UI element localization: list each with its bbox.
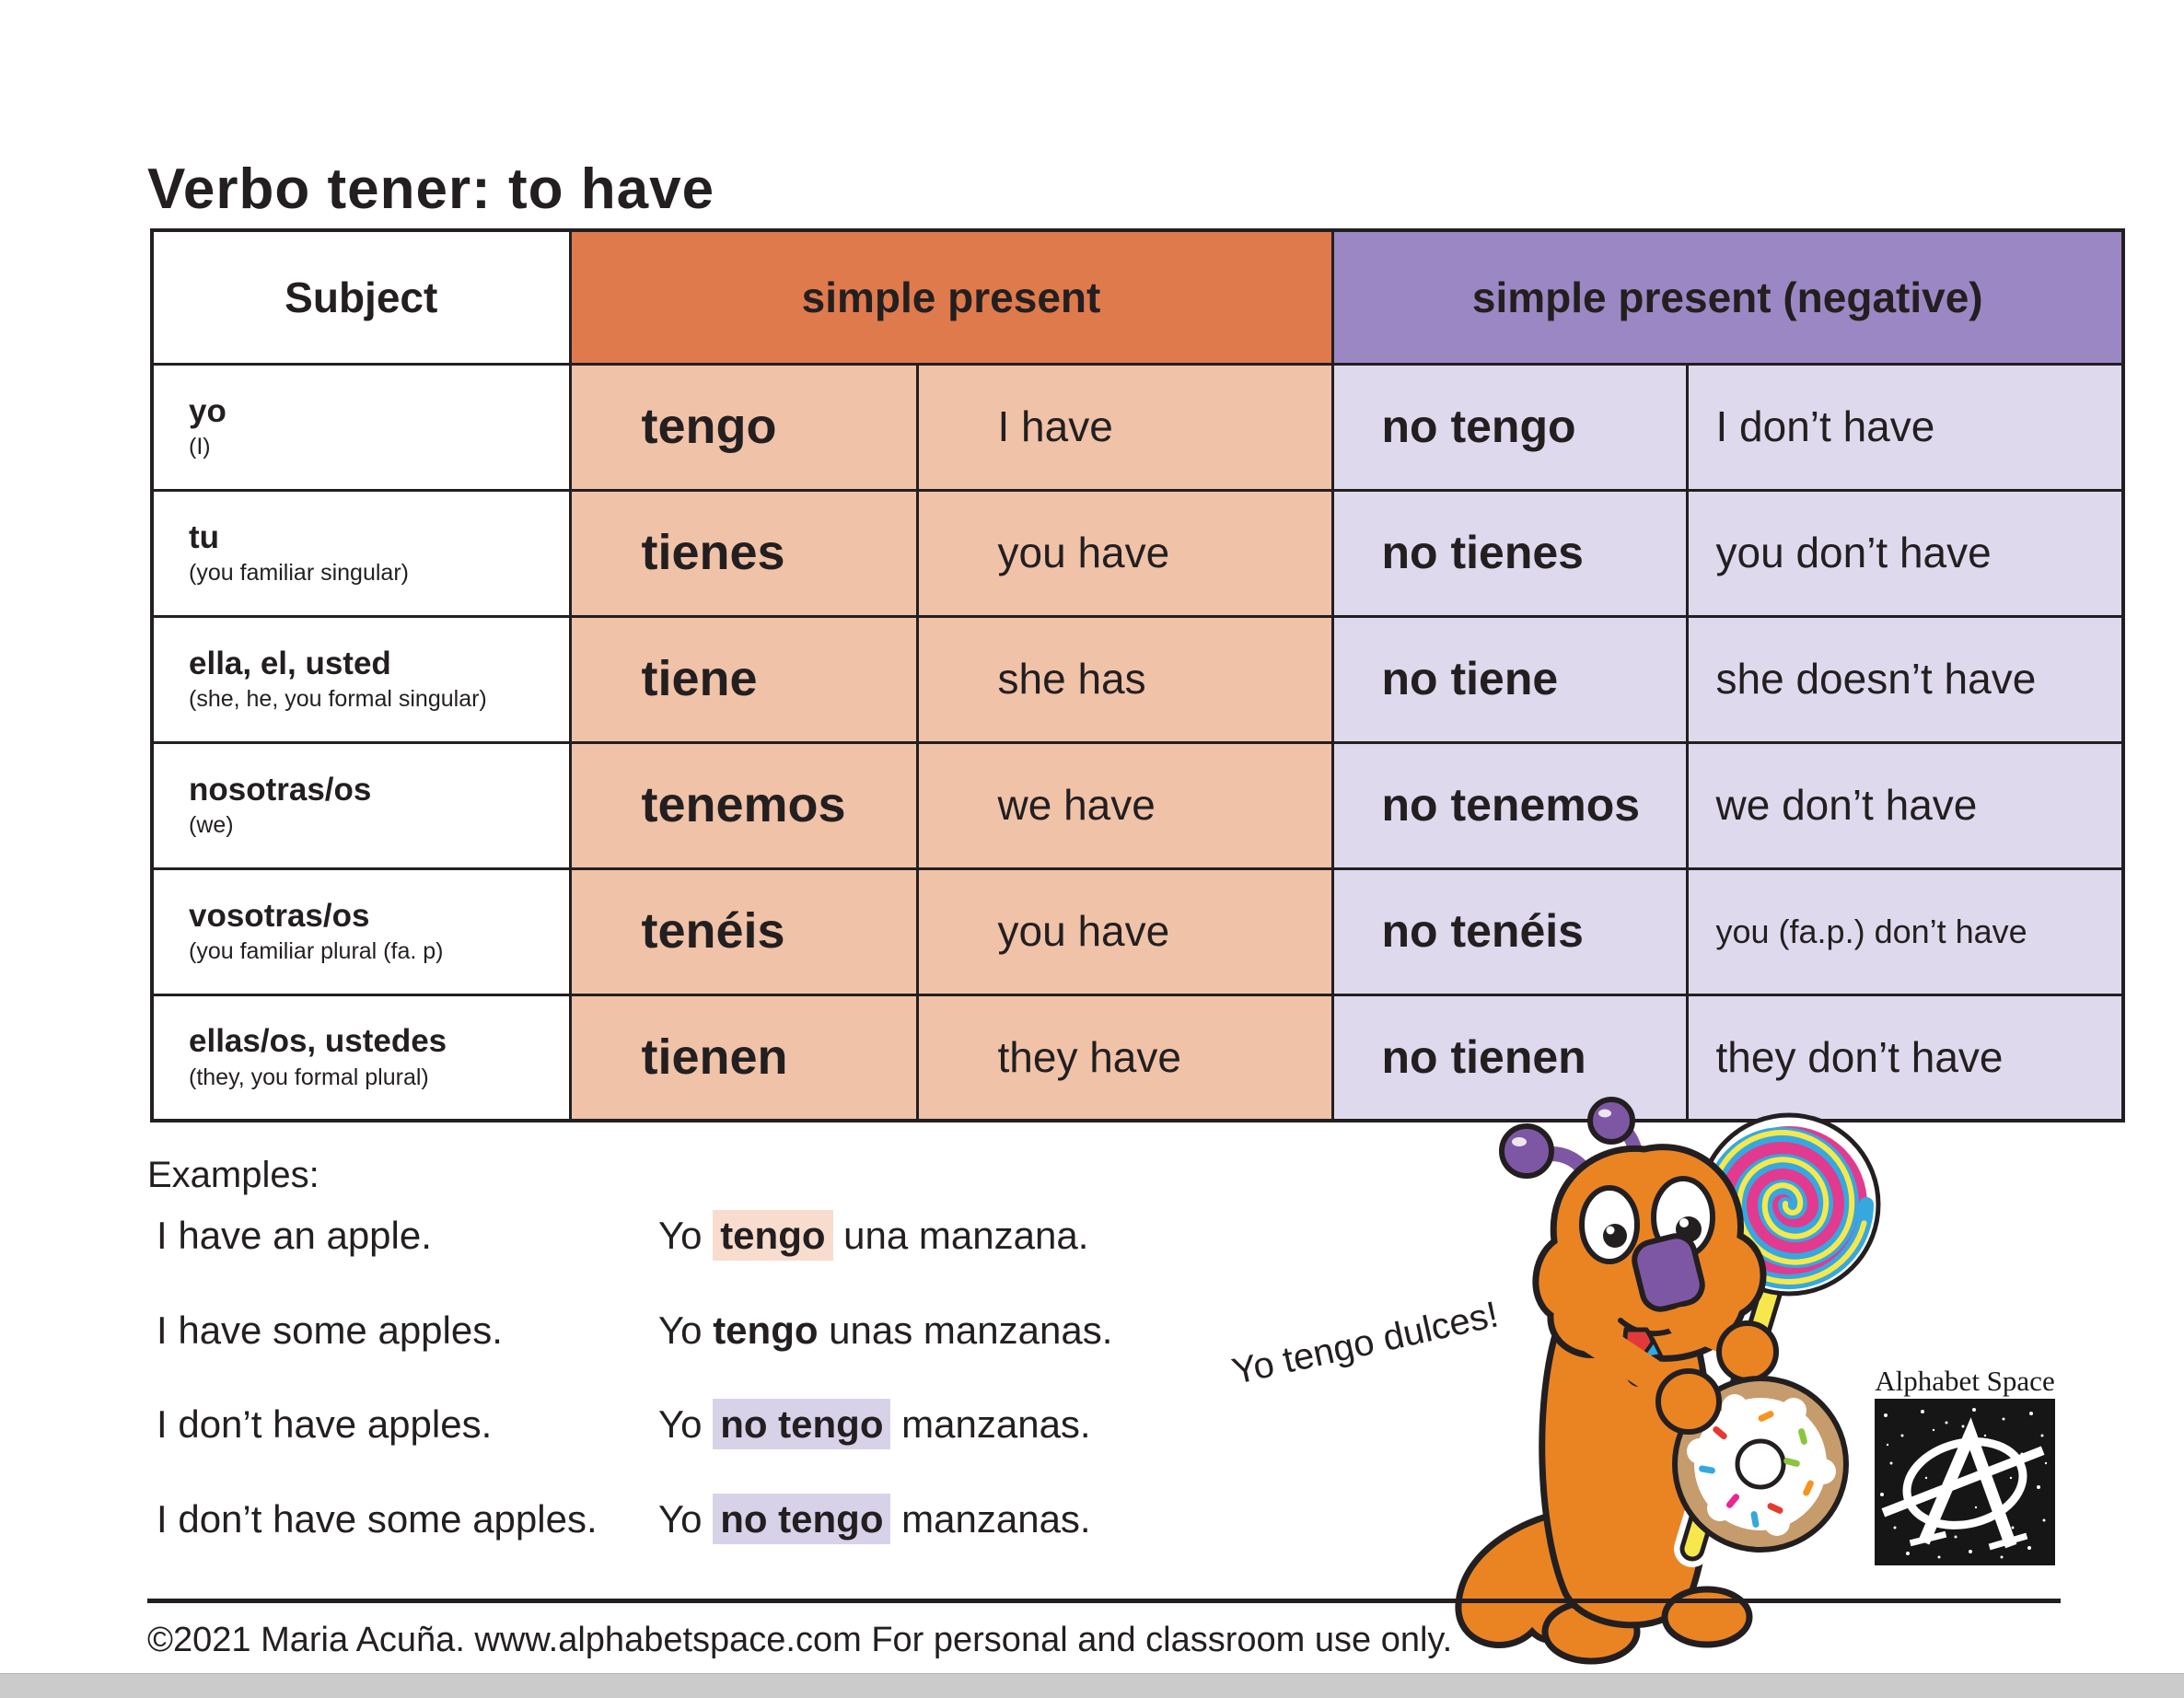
- negative-english-cell: you don’t have: [1687, 490, 2123, 616]
- subject-cell: [152, 490, 570, 616]
- present-english-cell: we have: [917, 742, 1332, 868]
- subject-translation-note: (she, he, you formal singular): [189, 686, 487, 713]
- present-english-cell: you have: [917, 868, 1332, 994]
- bottom-scrollbar[interactable]: [0, 1673, 2184, 1698]
- mascot-illustration: [1317, 1096, 1915, 1667]
- present-english-cell: I have: [917, 364, 1332, 490]
- example-row: [0, 1402, 1335, 1458]
- subject-pronoun: tu: [189, 518, 220, 555]
- negative-conjugation-cell: no tenemos: [1332, 742, 1687, 868]
- column-header-subject: Subject: [152, 230, 570, 364]
- example-spanish: [658, 1308, 1112, 1353]
- subject-pronoun: vosotras/os: [189, 897, 370, 934]
- example-english: I don’t have apples.: [157, 1402, 493, 1446]
- negative-english-cell: you (fa.p.) don’t have: [1687, 868, 2123, 994]
- mascot-eye: [1582, 1188, 1637, 1262]
- example-spanish-prefix: Yo: [658, 1214, 714, 1257]
- subject-translation-note: (they, you formal plural): [189, 1064, 429, 1090]
- negative-english-cell: she doesn’t have: [1687, 616, 2123, 742]
- example-spanish: [658, 1214, 1088, 1258]
- page-title: Verbo tener: to have: [147, 157, 715, 221]
- negative-english-cell: they don’t have: [1687, 994, 2123, 1121]
- negative-conjugation-cell: no tiene: [1332, 616, 1687, 742]
- negative-english-cell: we don’t have: [1687, 742, 2123, 868]
- example-verb-highlight: no tengo: [713, 1494, 890, 1544]
- mascot-paw: [1719, 1323, 1776, 1380]
- footer-divider: [147, 1599, 2061, 1603]
- subject-translation-note: (I): [189, 434, 211, 460]
- table-row: [152, 364, 2123, 490]
- present-english-cell: she has: [917, 616, 1332, 742]
- subject-translation-note: (you familiar plural (fa. p): [189, 938, 444, 965]
- logo-wordmark: Alphabet Space: [1875, 1365, 2055, 1397]
- example-spanish-prefix: Yo: [658, 1497, 714, 1541]
- examples-heading: Examples:: [147, 1155, 319, 1195]
- example-row: [0, 1308, 1335, 1364]
- subject-pronoun: yo: [189, 392, 227, 429]
- present-conjugation-cell: tenéis: [570, 868, 917, 994]
- present-conjugation-cell: tienen: [570, 994, 917, 1121]
- conjugation-table: [150, 228, 2125, 1122]
- example-verb-highlight: tengo: [713, 1308, 819, 1352]
- example-spanish-suffix: manzanas.: [890, 1402, 1091, 1446]
- example-spanish: [658, 1402, 1091, 1447]
- subject-translation-note: (we): [189, 812, 234, 839]
- example-spanish-suffix: manzanas.: [890, 1497, 1091, 1541]
- example-spanish-suffix: una manzana.: [832, 1214, 1089, 1257]
- subject-cell: [152, 994, 570, 1121]
- example-row: [0, 1214, 1335, 1269]
- present-conjugation-cell: tiene: [570, 616, 917, 742]
- footer-copyright: ©2021 Maria Acuña. www.alphabetspace.com For personal and classroom use only.: [147, 1621, 1453, 1659]
- example-spanish: [658, 1497, 1091, 1541]
- subject-pronoun: ellas/os, ustedes: [189, 1023, 447, 1060]
- negative-conjugation-cell: no tengo: [1332, 364, 1687, 490]
- example-spanish-prefix: Yo: [658, 1402, 714, 1446]
- column-header-simple-present: simple present: [570, 230, 1332, 364]
- table-row: [152, 742, 2123, 868]
- subject-pronoun: ella, el, usted: [189, 645, 391, 681]
- present-conjugation-cell: tengo: [570, 364, 917, 490]
- present-english-cell: you have: [917, 490, 1332, 616]
- subject-pronoun: nosotras/os: [189, 771, 372, 808]
- subject-cell: [152, 868, 570, 994]
- mascot-nose: [1631, 1232, 1706, 1313]
- example-row: [0, 1497, 1335, 1553]
- present-conjugation-cell: tienes: [570, 490, 917, 616]
- subject-cell: [152, 364, 570, 490]
- example-english: I don’t have some apples.: [157, 1497, 598, 1541]
- negative-conjugation-cell: no tienes: [1332, 490, 1687, 616]
- mascot-foot: [1665, 1589, 1749, 1645]
- mascot-paw: [1658, 1371, 1719, 1432]
- table-row: [152, 490, 2123, 616]
- present-english-cell: they have: [917, 994, 1332, 1121]
- column-header-simple-present-negative: simple present (negative): [1332, 230, 2123, 364]
- table-header-row: [152, 230, 2123, 364]
- mascot-speech-text: Yo tengo dulces!: [1228, 1294, 1503, 1393]
- negative-english-cell: I don’t have: [1687, 364, 2123, 490]
- negative-conjugation-cell: no tienen: [1332, 994, 1687, 1121]
- example-spanish-suffix: unas manzanas.: [818, 1308, 1113, 1352]
- logo-icon: [1875, 1399, 2055, 1565]
- example-english: I have an apple.: [157, 1214, 432, 1257]
- subject-cell: [152, 742, 570, 868]
- example-english: I have some apples.: [157, 1308, 503, 1352]
- negative-conjugation-cell: no tenéis: [1332, 868, 1687, 994]
- subject-translation-note: (you familiar singular): [189, 560, 409, 587]
- example-spanish-prefix: Yo: [658, 1308, 714, 1352]
- example-verb-highlight: tengo: [713, 1210, 832, 1261]
- table-row: [152, 616, 2123, 742]
- subject-cell: [152, 616, 570, 742]
- table-row: [152, 868, 2123, 994]
- example-verb-highlight: no tengo: [713, 1399, 890, 1449]
- present-conjugation-cell: tenemos: [570, 742, 917, 868]
